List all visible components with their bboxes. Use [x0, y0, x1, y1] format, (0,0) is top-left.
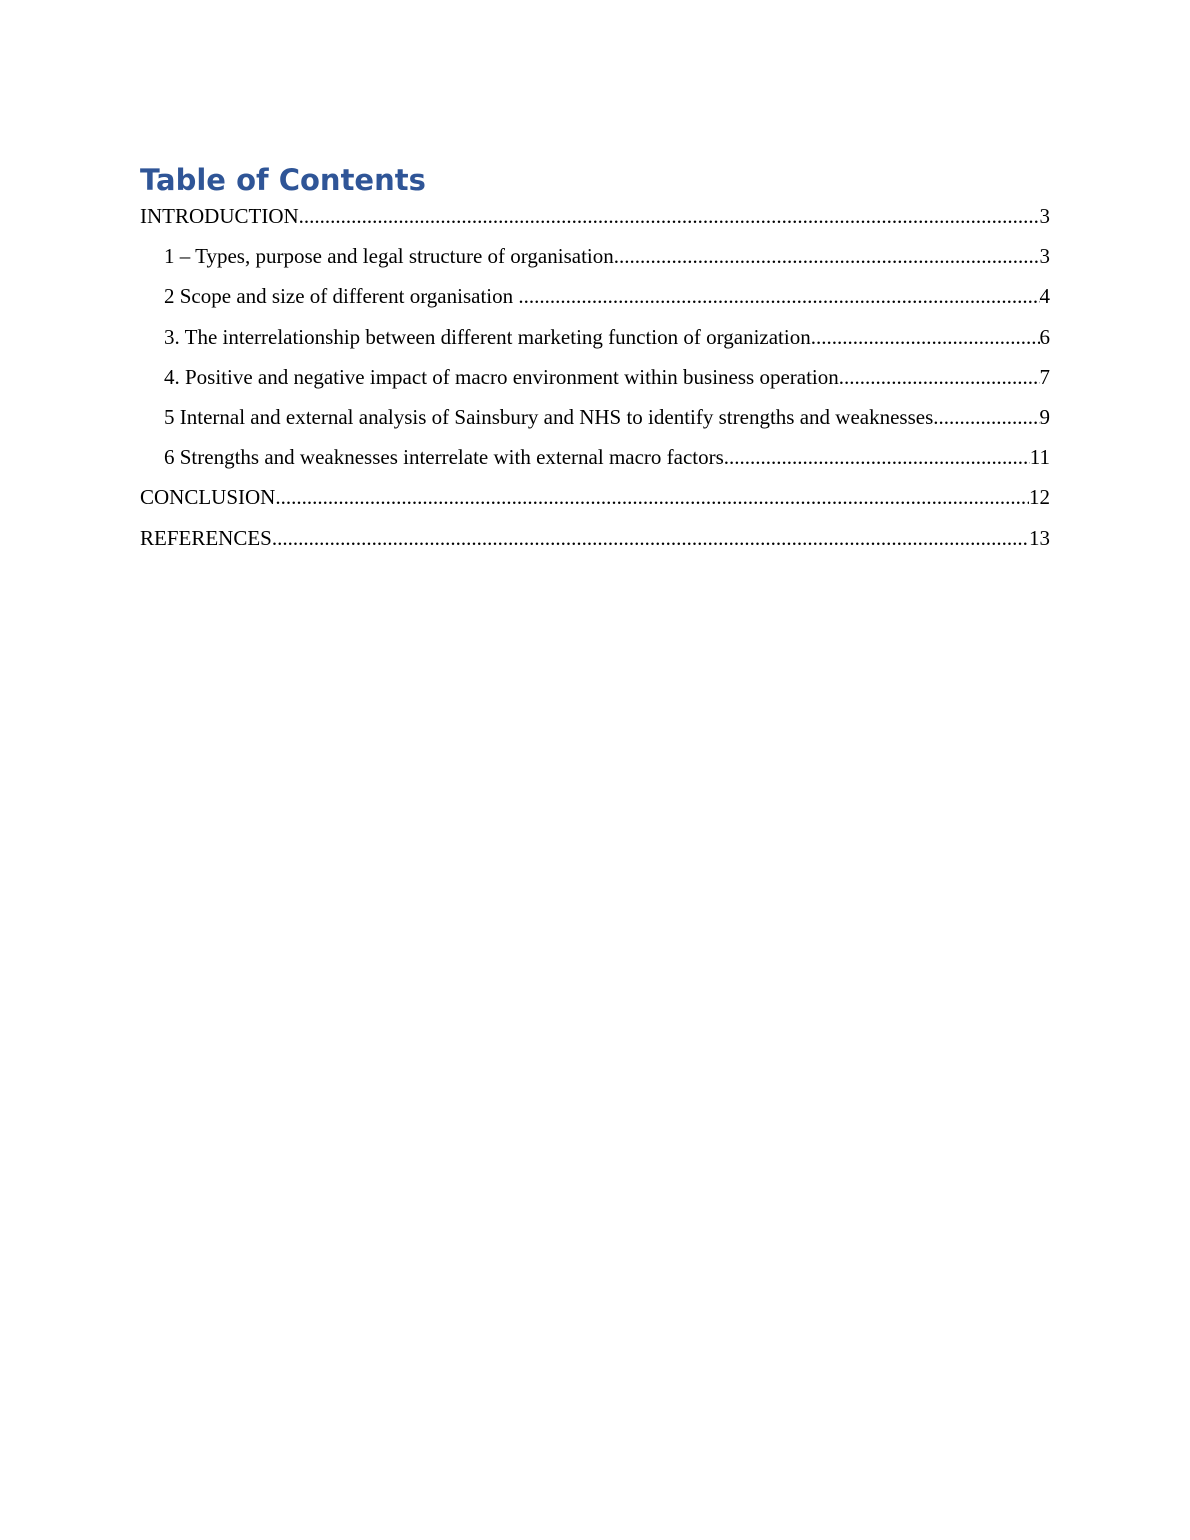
toc-entry-section-4[interactable]: [140, 357, 1050, 397]
toc-dot-leader: [724, 437, 1030, 477]
toc-page-number: 12: [1029, 485, 1050, 510]
toc-title: Table of Contents: [140, 163, 426, 197]
toc-entry-label: CONCLUSION: [140, 485, 276, 510]
toc-entry-section-3[interactable]: [140, 317, 1050, 357]
toc-page-number: 13: [1029, 525, 1050, 550]
toc-dot-leader: [518, 276, 1039, 316]
toc-page-number: 3: [1039, 244, 1050, 269]
toc-entry-section-1[interactable]: [140, 236, 1050, 276]
toc-entry-label: 6 Strengths and weaknesses interrelate with external macro factors: [164, 445, 724, 470]
toc-entry-label: 2 Scope and size of different organisation: [164, 284, 519, 309]
toc-page-number: 11: [1029, 445, 1050, 470]
toc-entry-references[interactable]: [140, 518, 1050, 558]
toc-dot-leader: [839, 357, 1040, 397]
toc-entry-label: REFERENCES: [140, 525, 272, 550]
toc-page-number: 4: [1039, 284, 1050, 309]
toc-entry-label: INTRODUCTION: [140, 204, 299, 228]
toc-page-number: 7: [1039, 364, 1050, 389]
toc-dot-leader: [811, 317, 1040, 357]
toc-entry-introduction[interactable]: [140, 196, 1050, 236]
toc-entry-label: 3. The interrelationship between different marketing function of organization: [164, 324, 811, 349]
toc-entry-conclusion[interactable]: [140, 477, 1050, 517]
toc-dot-leader: [299, 196, 1040, 236]
toc-page-number: 3: [1039, 204, 1050, 228]
toc-dot-leader: [272, 518, 1029, 558]
toc-dot-leader: [614, 236, 1040, 276]
toc-dot-leader: [275, 477, 1029, 517]
toc-entry-section-6[interactable]: [140, 437, 1050, 477]
toc-dot-leader: [933, 397, 1039, 437]
toc-entry-section-5[interactable]: [140, 397, 1050, 437]
toc-list: [140, 196, 1050, 558]
toc-entry-label: 5 Internal and external analysis of Sainsbury and NHS to identify strengths and weaknesses: [164, 404, 934, 429]
toc-entry-label: 1 – Types, purpose and legal structure of organisation: [164, 244, 614, 269]
toc-page-number: 6: [1039, 324, 1050, 349]
toc-page-number: 9: [1039, 404, 1050, 429]
toc-entry-section-2[interactable]: [140, 276, 1050, 316]
toc-entry-label: 4. Positive and negative impact of macro environment within business operation: [164, 364, 839, 389]
